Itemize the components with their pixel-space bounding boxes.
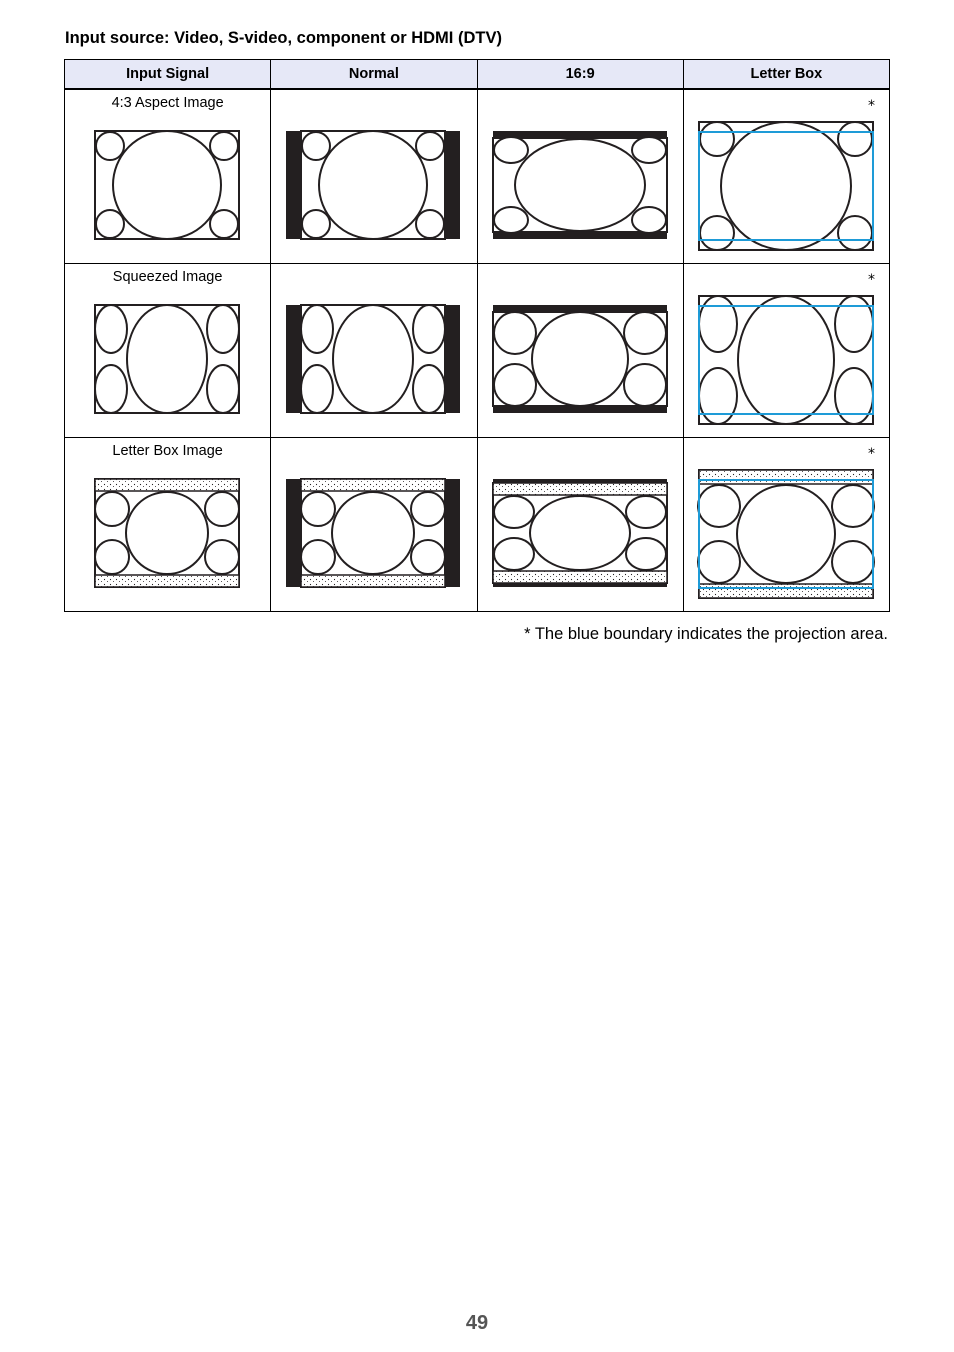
diagram-letterbox-letterbox — [696, 468, 876, 600]
column-header-normal: Normal — [271, 60, 477, 90]
column-header-letter-box: Letter Box — [683, 60, 889, 90]
projection-marker: * — [868, 272, 875, 288]
diagram-squeezed-letterbox — [696, 294, 876, 426]
diagram-4-3-input — [79, 130, 255, 242]
cell-letterbox-letterbox — [683, 438, 889, 612]
cell-normal-squeezed — [271, 264, 477, 438]
cell-16-9-4-3 — [477, 89, 683, 264]
cell-input-letterbox — [65, 438, 271, 612]
diagram-letterbox-wide — [492, 478, 668, 590]
diagram-squeezed-normal — [285, 304, 461, 416]
table-header-row — [65, 60, 890, 90]
projection-marker: * — [868, 98, 875, 114]
section-heading: Input source: Video, S-video, component or HDMI (DTV) — [65, 29, 502, 47]
column-header-16-9: 16:9 — [477, 60, 683, 90]
column-header-input-signal: Input Signal — [65, 60, 271, 90]
cell-letterbox-4-3 — [683, 89, 889, 264]
diagram-letterbox-normal — [285, 478, 461, 590]
diagram-4-3-normal — [285, 130, 461, 242]
table-row — [65, 438, 890, 612]
cell-input-squeezed — [65, 264, 271, 438]
row-label: Letter Box Image — [112, 443, 223, 459]
diagram-squeezed-input — [79, 304, 255, 416]
table-row — [65, 264, 890, 438]
diagram-4-3-letterbox — [696, 120, 876, 252]
footnote: * The blue boundary indicates the projection area. — [524, 625, 888, 643]
cell-16-9-squeezed — [477, 264, 683, 438]
diagram-squeezed-wide — [492, 304, 668, 416]
cell-16-9-letterbox — [477, 438, 683, 612]
page-number: 49 — [465, 1312, 489, 1334]
table-row — [65, 89, 890, 264]
diagram-letterbox-input — [79, 478, 255, 590]
cell-input-4-3 — [65, 89, 271, 264]
aspect-table — [64, 59, 890, 612]
diagram-4-3-wide — [492, 130, 668, 242]
cell-letterbox-squeezed — [683, 264, 889, 438]
row-label: Squeezed Image — [112, 269, 223, 285]
projection-marker: * — [868, 446, 875, 462]
cell-normal-4-3 — [271, 89, 477, 264]
row-label: 4:3 Aspect Image — [111, 95, 224, 111]
cell-normal-letterbox — [271, 438, 477, 612]
